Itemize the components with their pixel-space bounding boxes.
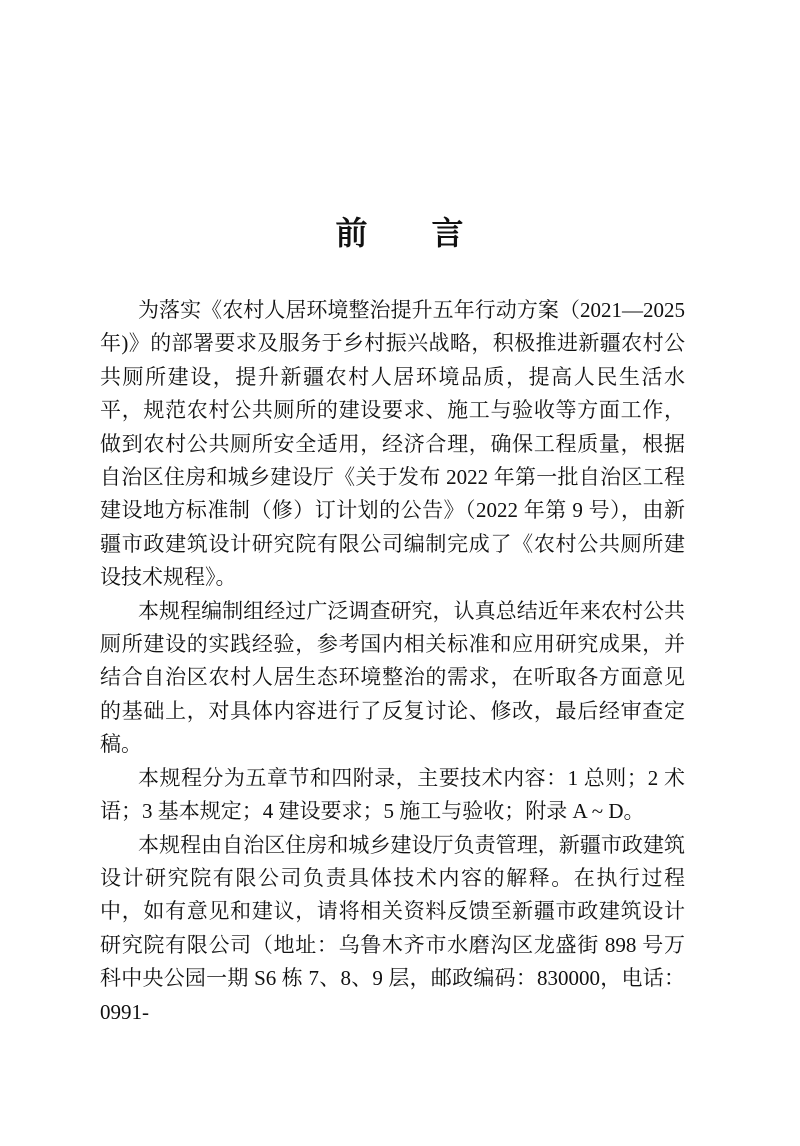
paragraph-1: 为落实《农村人居环境整治提升五年行动方案（2021—2025 年)》的部署要求及服务于乡村振兴战略，积极推进新疆农村公共厕所建设，提升新疆农村人居环境品质，提高人民生活水平，规范农村公共厕所的建设要求、施工与验收等方面工作，做到农村公共厕所安全适用，经济合理，确保工程质量，根据自治区住房和城乡建设厅《关于发布 2022 年第一批自治区工程建设地方标准制（修）订计划的公告》（2022 年第 9 号），由新疆市政建筑设计研究院有限公司编制完成了《农村公共厕所建设技术规程》。 <box>100 298 685 590</box>
page-title-char-1: 前 <box>335 215 369 251</box>
paragraph-2: 本规程编制组经过广泛调查研究，认真总结近年来农村公共厕所建设的实践经验，参考国内相关标准和应用研究成果，并结合自治区农村人居生态环境整治的需求，在听取各方面意见的基础上，对具体内容进行了反复讨论、修改，最后经审查定稿。 <box>100 598 685 757</box>
paragraph-3: 本规程分为五章节和四附录，主要技术内容：1 总则；2 术语；3 基本规定；4 建设要求；5 施工与验收；附录 A ~ D。 <box>100 765 685 824</box>
page-title-char-2: 言 <box>431 215 465 251</box>
paragraph-4: 本规程由自治区住房和城乡建设厅负责管理，新疆市政建筑设计研究院有限公司负责具体技术内容的解释。在执行过程中，如有意见和建议，请将相关资料反馈至新疆市政建筑设计研究院有限公司（地址：乌鲁木齐市水磨沟区龙盛街 898 号万科中央公园一期 S6 栋 7、8、9 层，邮政编码：830000，电话：0991- <box>100 832 685 1024</box>
page-title <box>0 214 800 252</box>
document-body <box>100 294 685 1029</box>
